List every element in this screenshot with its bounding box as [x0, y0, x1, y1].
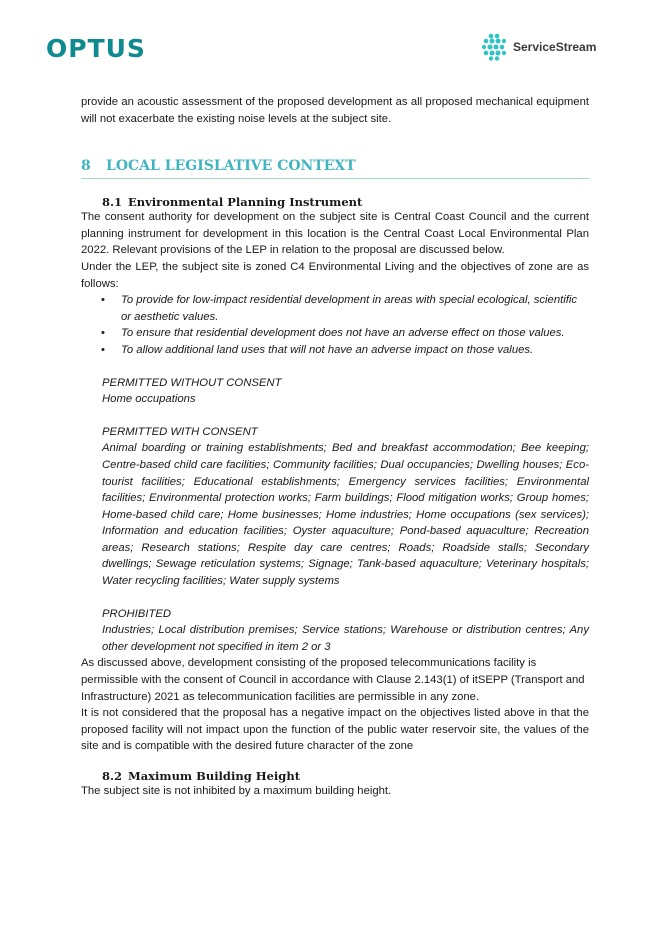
- list-item: • To ensure that residential development does not have an adverse effect on those values.: [101, 325, 589, 342]
- intro-paragraph: provide an acoustic assessment of the proposed development as all proposed mechanical equipment will not exacerbate the existing noise levels at the subject site.: [81, 96, 589, 125]
- zone-objectives-list: [101, 292, 589, 358]
- prohibited-text: Industries; Local distribution premises; Service stations; Warehouse or distribution centres; Any other development not specified in item 2 or 3: [102, 624, 589, 653]
- subsection-heading-8-2: [102, 769, 589, 783]
- servicestream-wordmark: ServiceStream: [513, 40, 597, 54]
- permissibility-paragraph: As discussed above, development consisting of the proposed telecommunications facility is permissible with the consent of Council in accordance with Clause 2.143(1) of itSEPP (Transport and Infrastructure) 2021 as telecommunication facilities are permissible in any zone.: [81, 657, 585, 703]
- objectives-impact-paragraph: It is not considered that the proposal has a negative impact on the objectives listed above in that the proposed facility will not impact upon the function of the public water reservoir site, the values of the site and is compatible with the desired future character of the zone: [81, 707, 589, 753]
- subsection-number: 8.2: [102, 769, 123, 783]
- zoning-paragraph: Under the LEP, the subject site is zoned C4 Environmental Living and the objectives of zone are as follows:: [81, 260, 589, 290]
- servicestream-logo: [481, 33, 596, 61]
- list-item: • To allow additional land uses that will not have an adverse impact on those values.: [101, 342, 589, 359]
- subsection-title: Maximum Building Height: [128, 769, 301, 783]
- list-item: • To provide for low-impact residential development in areas with special ecological, scientific or aesthetic values.: [101, 292, 589, 325]
- prohibited-block: [102, 606, 589, 656]
- prohibited-heading: PROHIBITED: [102, 607, 172, 620]
- subsection-heading-8-1: [102, 195, 589, 209]
- subsection-title: Environmental Planning Instrument: [128, 195, 363, 210]
- permitted-without-consent-block: [102, 375, 589, 408]
- page-content: [81, 94, 589, 800]
- section-number: 8: [81, 158, 91, 175]
- servicestream-dots-icon: [481, 33, 509, 61]
- permitted-without-consent-text: Home occupations: [102, 393, 196, 406]
- permitted-without-consent-heading: PERMITTED WITHOUT CONSENT: [102, 376, 282, 389]
- permitted-with-consent-block: [102, 424, 589, 590]
- section-heading: [81, 158, 589, 179]
- permitted-with-consent-text: Animal boarding or training establishments; Bed and breakfast accommodation; Bee keeping; Centre-based child care facilities; Community facilities; Dual occupancies; Dwelling houses; Eco-tourist facilities; Educational establishments; Emergency services facilities; Environmental facilities; Environmental protection works; Farm buildings; Flood mitigation works; Group homes; Home-based child care; Home businesses; Home industries; Home occupations (sex services); Information and education facilities; Oyster aquaculture; Pond-based aquaculture; Recreation areas; Research stations; Respite day care centres; Roads; Roadside stalls; Secondary dwellings; Sewage reticulation systems; Signage; Tank-based aquaculture; Veterinary hospitals; Water recycling facilities; Water supply systems: [102, 442, 589, 588]
- subsection-number: 8.1: [102, 195, 123, 210]
- section-title: LOCAL LEGISLATIVE CONTEXT: [106, 158, 356, 175]
- optus-logo: OPTUS: [46, 34, 146, 63]
- consent-authority-paragraph: The consent authority for development on the subject site is Central Coast Council and the current planning instrument for development in this location is the Central Coast Local Environmental Plan 2022. Relevant provisions of the LEP in relation to the proposal are discussed below.: [81, 211, 589, 257]
- permitted-with-consent-heading: PERMITTED WITH CONSENT: [102, 425, 258, 438]
- building-height-paragraph: The subject site is not inhibited by a maximum building height.: [81, 785, 392, 797]
